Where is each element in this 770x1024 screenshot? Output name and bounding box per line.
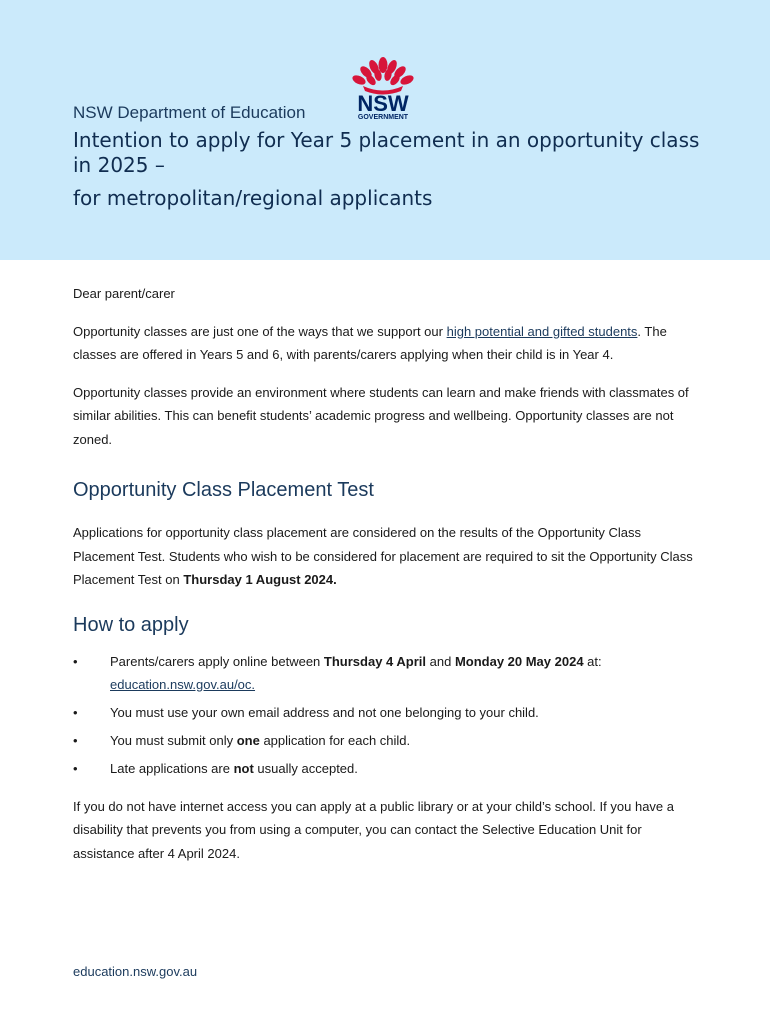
logo-subtext: GOVERNMENT [357, 114, 409, 121]
environment-paragraph: Opportunity classes provide an environment where students can learn and make friends with classmates of similar abilities. This can benefit students’ academic progress and wellbeing. Opportunity classes are not zoned. [73, 384, 689, 447]
bullet-icon: • [73, 705, 78, 720]
document-title [73, 128, 713, 211]
list-item [73, 650, 703, 697]
salutation: Dear parent/carer [73, 286, 175, 301]
close-date: Monday 20 May 2024 [454, 653, 584, 669]
list-item-text: You must use your own email address and not one belonging to your child. [110, 705, 539, 720]
list-item-text: Late applications are [110, 761, 234, 776]
letter-body [73, 282, 703, 879]
bullet-icon: • [73, 733, 78, 748]
title-line-1: Intention to apply for Year 5 placement in an opportunity class in 2025 – [73, 128, 700, 177]
logo-wordmark: NSW [357, 91, 409, 116]
placement-test-heading: Opportunity Class Placement Test [73, 479, 374, 501]
test-date: Thursday 1 August 2024. [183, 572, 337, 587]
emphasis-not: not [233, 761, 254, 776]
bullet-icon: • [73, 761, 78, 776]
closing-paragraph: If you do not have internet access you can apply at a public library or at your child’s school. If you have a disability that prevents you from using a computer, you can contact the Selective Education Unit for assistance after 4 April 2024. [73, 798, 674, 861]
list-item [73, 757, 703, 781]
open-date: Thursday 4 April [323, 653, 427, 669]
list-item-text: You must submit only [110, 733, 237, 748]
apply-steps-list [73, 650, 703, 781]
department-name: NSW Department of Education [73, 103, 306, 122]
title-line-2: for metropolitan/regional applicants [73, 186, 433, 210]
footer-url[interactable]: education.nsw.gov.au [73, 964, 198, 979]
waratah-logo-icon [349, 55, 417, 121]
list-item-text: at: [583, 653, 602, 669]
bullet-icon: • [73, 653, 78, 669]
list-item [73, 701, 703, 725]
list-item-text: and [426, 653, 455, 669]
list-item-text: usually accepted. [253, 761, 358, 776]
gifted-students-link[interactable]: high potential and gifted students [446, 323, 638, 339]
emphasis-one: one [236, 733, 260, 748]
list-item-text: Parents/carers apply online between [110, 653, 324, 669]
apply-online-link[interactable]: education.nsw.gov.au/oc. [110, 677, 256, 692]
placement-test-text: Applications for opportunity class placement are considered on the results of the Opportunity Class Placement Test. Students who wish to be considered for placement are required to sit the Opportunity Class Placement Test on [73, 525, 693, 587]
intro-paragraph [73, 320, 703, 367]
placement-test-paragraph [73, 521, 703, 592]
intro-text-start: Opportunity classes are just one of the ways that we support our [73, 323, 447, 339]
nsw-government-logo [349, 55, 417, 121]
list-item-text: application for each child. [259, 733, 411, 748]
how-to-apply-heading: How to apply [73, 613, 189, 636]
list-item [73, 729, 703, 753]
intro-text-end: . The classes are offered in Years 5 and 6, with parents/carers applying when their child is in Year 4. [73, 323, 667, 362]
